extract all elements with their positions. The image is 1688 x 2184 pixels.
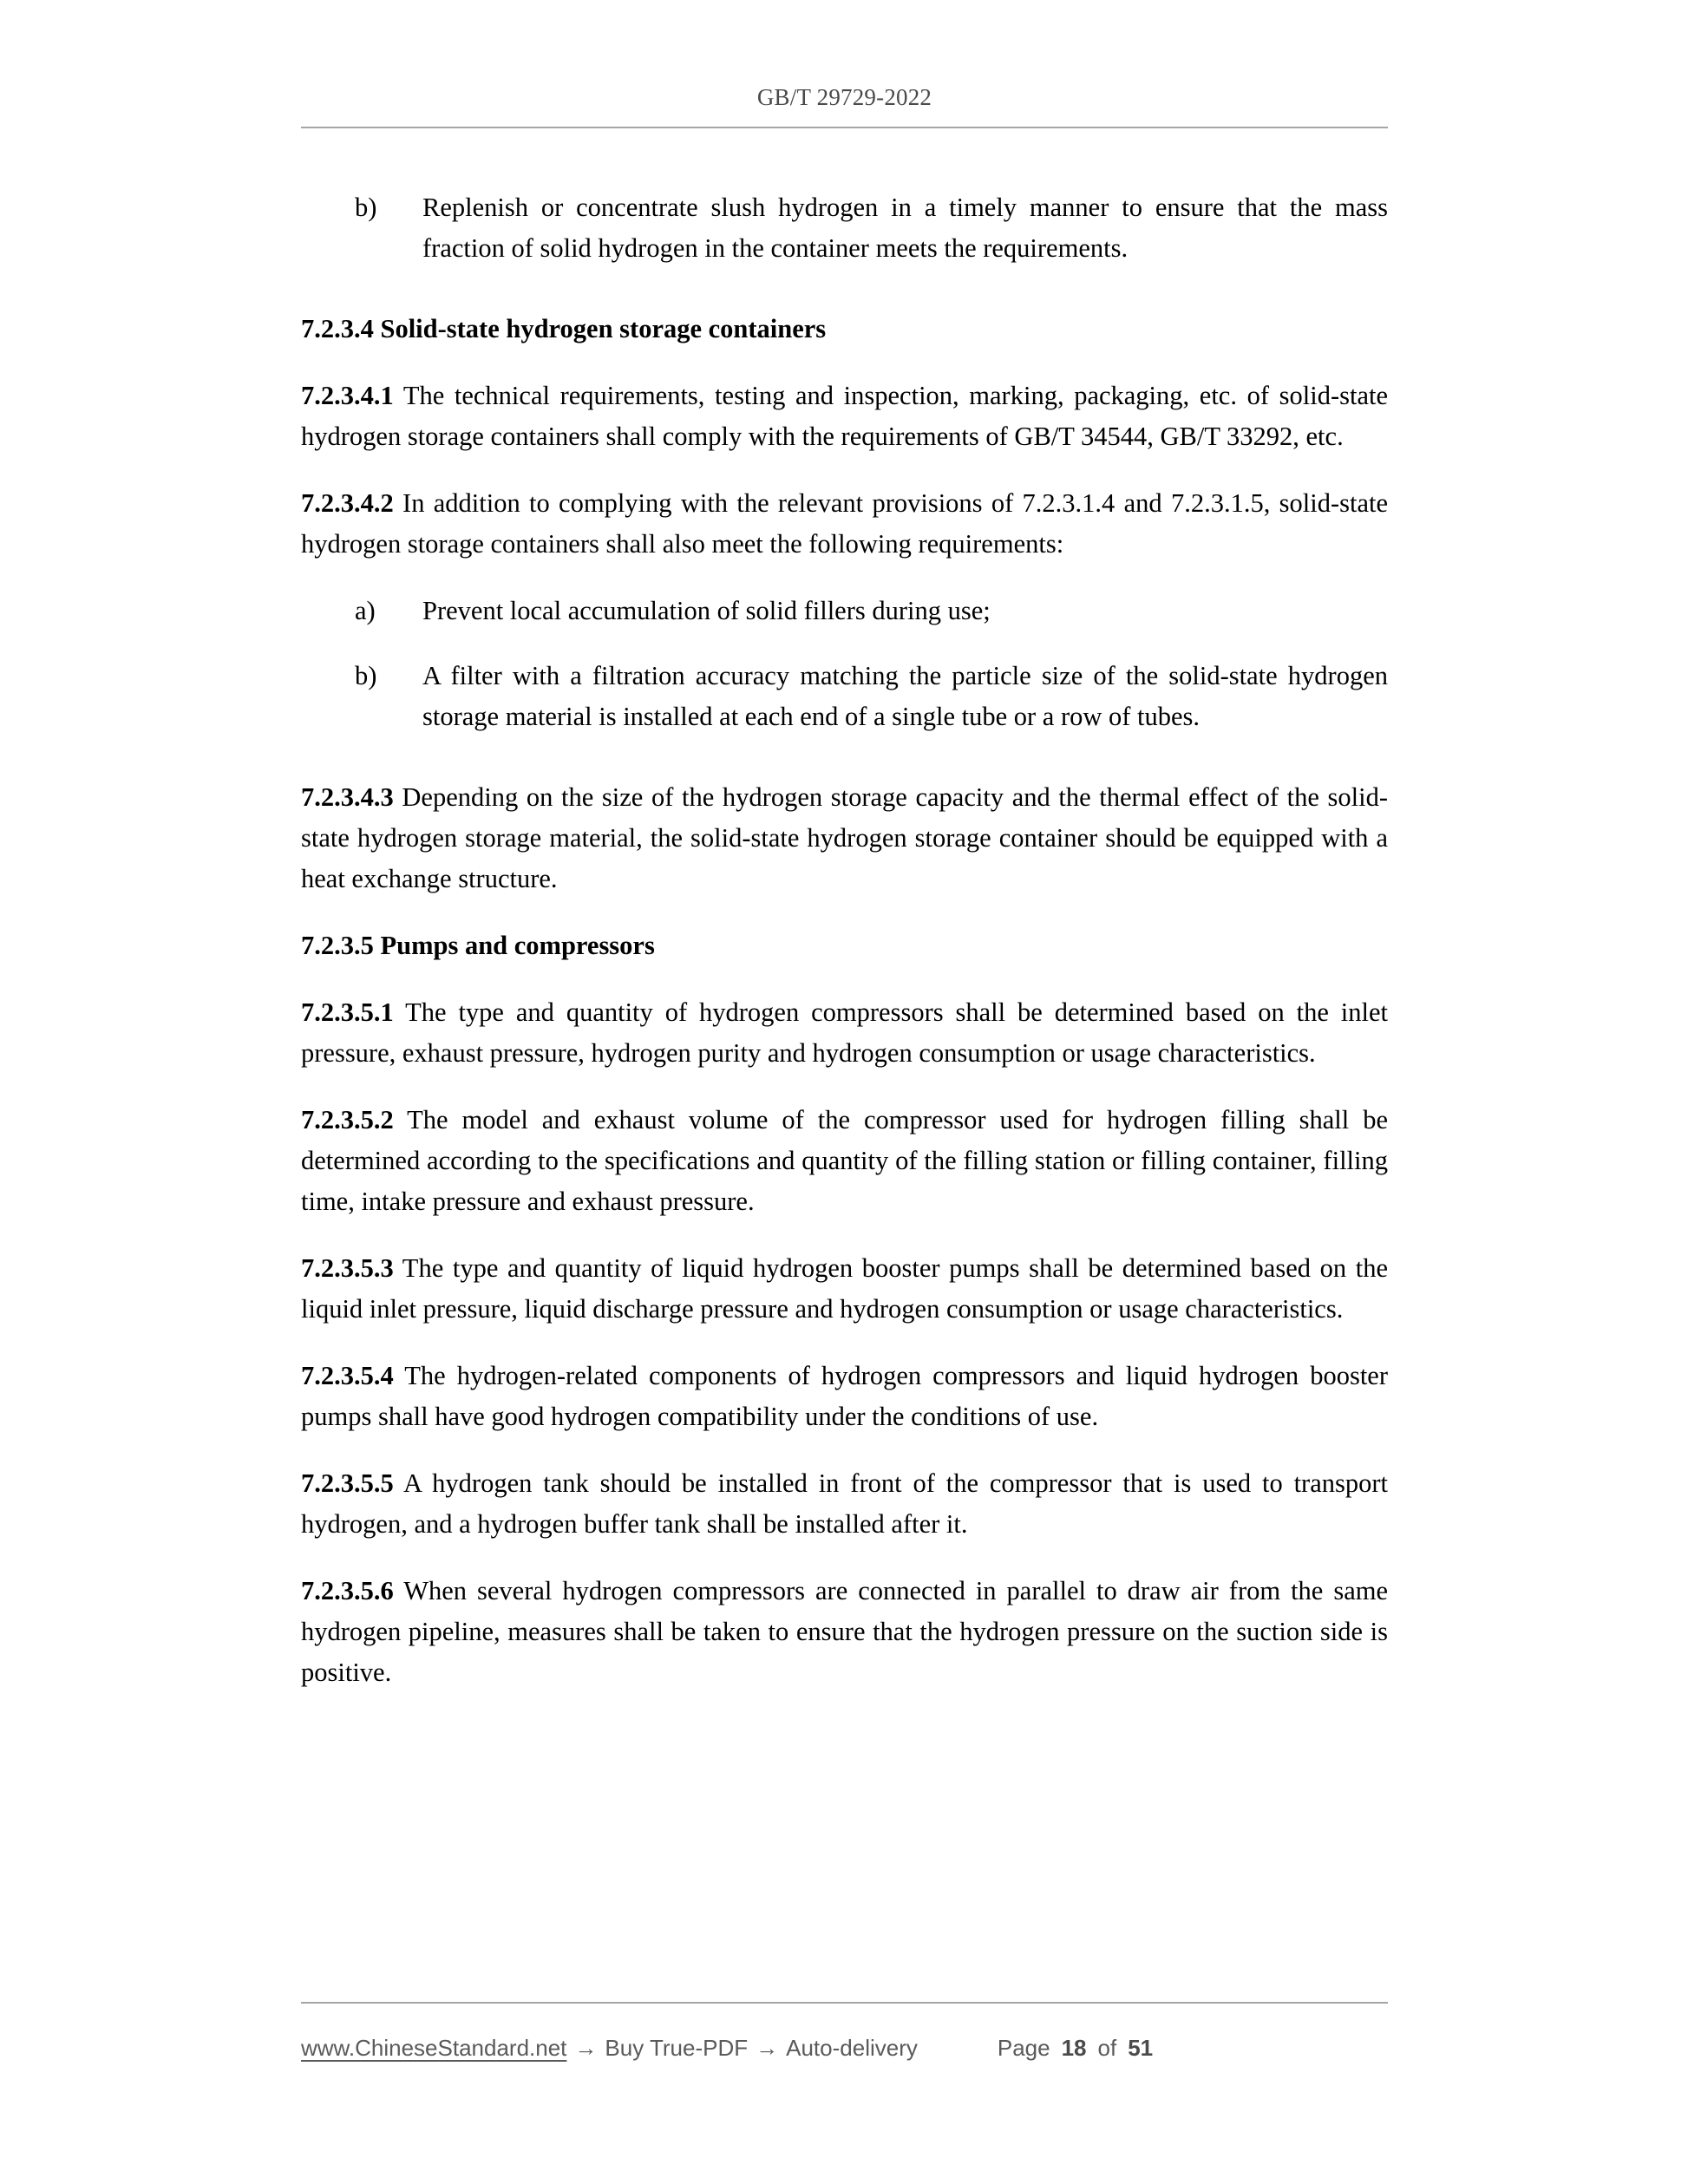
- page-label: Page: [997, 2035, 1050, 2061]
- clause-7-2-3-5-1: [301, 992, 1388, 1074]
- clause-7-2-3-5-6: [301, 1571, 1388, 1693]
- section-heading-7-2-3-5: 7.2.3.5 Pumps and compressors: [301, 931, 655, 960]
- page-indicator: [998, 2035, 1164, 2062]
- clause-text: When several hydrogen compressors are connected in parallel to draw air from the same hydrogen pipeline, measures shall be taken to ensure that the hydrogen pressure on the suction side is positive.: [301, 1576, 1388, 1687]
- clause-number: 7.2.3.5.3: [301, 1253, 394, 1283]
- clause-text: The type and quantity of hydrogen compressors shall be determined based on the inlet pressure, exhaust pressure, hydrogen purity and hydrogen consumption or usage characteristics.: [301, 997, 1388, 1068]
- clause-text: Depending on the size of the hydrogen storage capacity and the thermal effect of the solid-state hydrogen storage material, the solid-state hydrogen storage container should be equipped with a heat exchange structure.: [301, 782, 1388, 893]
- current-page-number: 18: [1061, 2035, 1087, 2061]
- header-divider: [301, 127, 1388, 128]
- clause-text: A hydrogen tank should be installed in front of the compressor that is used to transport hydrogen, and a hydrogen buffer tank shall be installed after it.: [301, 1468, 1388, 1539]
- list-item: [355, 656, 1388, 737]
- footer-divider: [301, 2002, 1388, 2004]
- clause-7-2-3-4-2-list: [301, 591, 1388, 737]
- list-item: [355, 591, 1388, 631]
- clause-number: 7.2.3.5.4: [301, 1361, 394, 1390]
- clause-text: In addition to complying with the relevant provisions of 7.2.3.1.4 and 7.2.3.1.5, solid-state hydrogen storage containers shall also meet the following requirements:: [301, 488, 1388, 559]
- clause-7-2-3-4-1: [301, 376, 1388, 457]
- clause-number: 7.2.3.4.1: [301, 381, 394, 410]
- document-body: [301, 187, 1388, 1693]
- clause-number: 7.2.3.4.3: [301, 782, 394, 812]
- clause-text: The model and exhaust volume of the compressor used for hydrogen filling shall be determined according to the specifications and quantity of the filling station or filling container, filling time, intake pressure and exhaust pressure.: [301, 1105, 1388, 1216]
- total-page-count: 51: [1128, 2035, 1154, 2061]
- clause-7-2-3-5-2: [301, 1100, 1388, 1222]
- clause-number: 7.2.3.5.5: [301, 1468, 394, 1498]
- list-item-marker: a): [355, 596, 376, 625]
- list-item: [355, 187, 1388, 269]
- chinesestandard-site-link[interactable]: www.ChineseStandard.net: [301, 2035, 567, 2061]
- vertical-spacer: [301, 295, 1388, 309]
- clause-7-2-3-5-3: [301, 1248, 1388, 1330]
- list-item-text: A filter with a filtration accuracy matching the particle size of the solid-state hydrogen storage material is installed at each end of a single tube or a row of tubes.: [422, 661, 1388, 731]
- arrow-right-icon: →: [574, 2035, 598, 2061]
- page-footer: [301, 2002, 1388, 2062]
- clause-number: 7.2.3.5.2: [301, 1105, 394, 1135]
- clause-text: The type and quantity of liquid hydrogen booster pumps shall be determined based on the liquid inlet pressure, liquid discharge pressure and hydrogen consumption or usage characteristics.: [301, 1253, 1388, 1324]
- standard-number-header: GB/T 29729-2022: [756, 84, 932, 110]
- clause-7-2-3-4-3: [301, 777, 1388, 899]
- auto-delivery-label: Auto-delivery: [786, 2035, 918, 2061]
- clause-number: 7.2.3.5.6: [301, 1576, 394, 1605]
- footer-row: [301, 2035, 1388, 2062]
- clause-7-2-3-4-2: [301, 483, 1388, 565]
- buy-true-pdf-label: Buy True-PDF: [605, 2035, 749, 2061]
- clause-text: The technical requirements, testing and inspection, marking, packaging, etc. of solid-state hydrogen storage containers shall comply with the requirements of GB/T 34544, GB/T 33292, etc.: [301, 381, 1388, 451]
- list-item-marker: b): [355, 193, 377, 222]
- list-item-marker: b): [355, 661, 377, 690]
- list-item-text: Prevent local accumulation of solid fillers during use;: [422, 596, 991, 625]
- list-item-text: Replenish or concentrate slush hydrogen in a timely manner to ensure that the mass fraction of solid hydrogen in the container meets the requirements.: [422, 193, 1388, 263]
- clause-number: 7.2.3.5.1: [301, 997, 394, 1027]
- page-of-label: of: [1097, 2035, 1117, 2061]
- section-heading-7-2-3-4: 7.2.3.4 Solid-state hydrogen storage containers: [301, 314, 827, 343]
- clause-7-2-3-5-4: [301, 1356, 1388, 1437]
- page-header: [301, 83, 1388, 128]
- footer-promo-block: [301, 2035, 918, 2062]
- clause-number: 7.2.3.4.2: [301, 488, 394, 518]
- clause-text: The hydrogen-related components of hydrogen compressors and liquid hydrogen booster pumps shall have good hydrogen compatibility under the conditions of use.: [301, 1361, 1388, 1431]
- list-continued: [301, 187, 1388, 269]
- vertical-spacer: [301, 763, 1388, 777]
- arrow-right-icon: →: [756, 2035, 779, 2061]
- clause-7-2-3-5-5: [301, 1463, 1388, 1545]
